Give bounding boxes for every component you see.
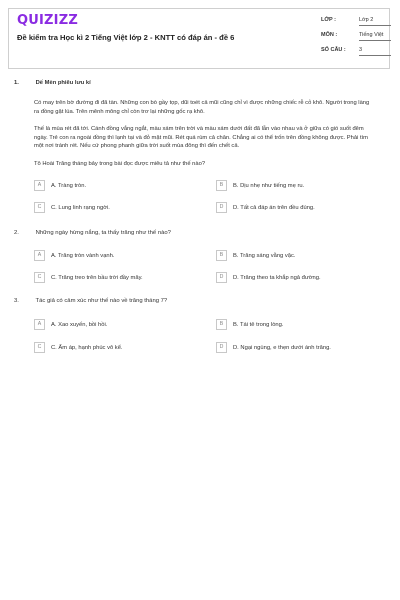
option-letter-c: C (34, 342, 45, 353)
meta-value-class: Lớp 2 (359, 17, 391, 26)
option-text: B. Dịu nhẹ như tiếng mẹ ru. (233, 182, 305, 189)
q2-option-b[interactable] (216, 250, 296, 261)
question-3-text: Tác giả có cảm xúc như thế nào về trăng tháng 7? (35, 298, 168, 304)
passage-heading (14, 80, 91, 86)
question-2-number: 2. (14, 230, 19, 236)
q3-option-c[interactable] (34, 342, 123, 353)
option-letter-a: A (34, 319, 45, 330)
option-letter-c: C (34, 202, 45, 213)
option-letter-a: A (34, 250, 45, 261)
meta-label-subject: MÔN : (321, 32, 338, 38)
q1-option-d[interactable] (216, 202, 315, 213)
option-text: D. Trăng theo ta khắp ngả đường. (233, 274, 321, 281)
q3-option-d[interactable] (216, 342, 331, 353)
option-letter-b: B (216, 250, 227, 261)
option-letter-b: B (216, 180, 227, 191)
meta-label-class: LỚP : (321, 17, 336, 23)
meta-row-count (321, 47, 387, 62)
option-letter-d: D (216, 202, 227, 213)
option-text: A. Xao xuyến, bồi hồi. (51, 321, 108, 328)
option-text: D. Ngại ngùng, e thẹn dưới ánh trăng. (233, 344, 331, 351)
option-letter-a: A (34, 180, 45, 191)
option-letter-c: C (34, 272, 45, 283)
meta-label-count: SỐ CÂU : (321, 47, 346, 53)
option-text: C. Lung linh rạng ngời. (51, 204, 110, 211)
passage-title: Dế Mèn phiêu lưu kí (35, 80, 91, 86)
meta-value-subject: Tiếng Việt (359, 32, 391, 41)
option-text: B. Trăng sáng vằng vặc. (233, 252, 296, 259)
option-text: D. Tất cả đáp án trên đều đúng. (233, 204, 315, 211)
question-2-prompt (14, 230, 374, 236)
passage-number: 1. (14, 80, 19, 86)
meta-fields (321, 17, 387, 62)
q1-option-a[interactable] (34, 180, 86, 191)
option-text: A. Trăng tròn vành vạnh. (51, 252, 115, 259)
question-3 (14, 298, 374, 304)
q2-option-a[interactable] (34, 250, 114, 261)
quizizz-logo[interactable]: QUIZIZZ (17, 13, 78, 28)
option-letter-b: B (216, 319, 227, 330)
q2-option-d[interactable] (216, 272, 321, 283)
document-title: Đề kiểm tra Học kì 2 Tiếng Việt lớp 2 - KNTT có đáp án - đề 6 (17, 33, 235, 42)
option-text: C. Trăng treo trên bầu trời đầy mây. (51, 274, 143, 281)
option-text: B. Tái tê trong lòng. (233, 321, 284, 328)
q1-option-c[interactable] (34, 202, 110, 213)
passage-paragraph: Thế là mùa rét đã tới. Cánh đồng vắng ngắt, màu xám trên trời và màu xám dưới đất đã lẫn vào nhau và ở giữa có gió suốt đêm ngày. Trẻ con ra ngoài đồng thì lạnh tại và đỏ mặt mũi. Rét quá rùm cả chân. Chẳng ai có thể trốn trên đồng không được. Phải tìm một nơi tránh rét. Nếu cứ phong phanh giữa trời suốt mùa đông thì đến chết cả. (34, 126, 369, 149)
option-text: C. Ấm áp, hạnh phúc vô kể. (51, 344, 123, 351)
q3-option-b[interactable] (216, 319, 284, 330)
question-2 (14, 230, 374, 236)
q2-option-c[interactable] (34, 272, 143, 283)
question-3-prompt (14, 298, 374, 304)
option-letter-d: D (216, 272, 227, 283)
meta-value-count: 3 (359, 47, 391, 56)
worksheet-header (8, 8, 390, 69)
q3-option-a[interactable] (34, 319, 107, 330)
meta-row-class (321, 17, 387, 32)
option-letter-d: D (216, 342, 227, 353)
option-text: A. Tràng tròn. (51, 182, 87, 189)
question-3-number: 3. (14, 298, 19, 304)
q1-option-b[interactable] (216, 180, 304, 191)
passage-paragraph: Có may trên bờ đường đi đã tàn. Những con bò gầy tọp, dũi toét cả mũi cũng chỉ vì được những chiếc rễ cỏ khô. Người trong làng ra đồng gặt lúa. Trên mênh mông chỉ còn trơ lại những gốc rạ khô. (34, 100, 370, 115)
meta-row-subject (321, 32, 387, 47)
question-1-text: Tô Hoài Trăng tháng bảy trong bài đọc được miêu tả như thế nào? (34, 161, 206, 167)
question-2-text: Những ngày hừng nắng, ta thấy trăng như thế nào? (35, 230, 171, 236)
